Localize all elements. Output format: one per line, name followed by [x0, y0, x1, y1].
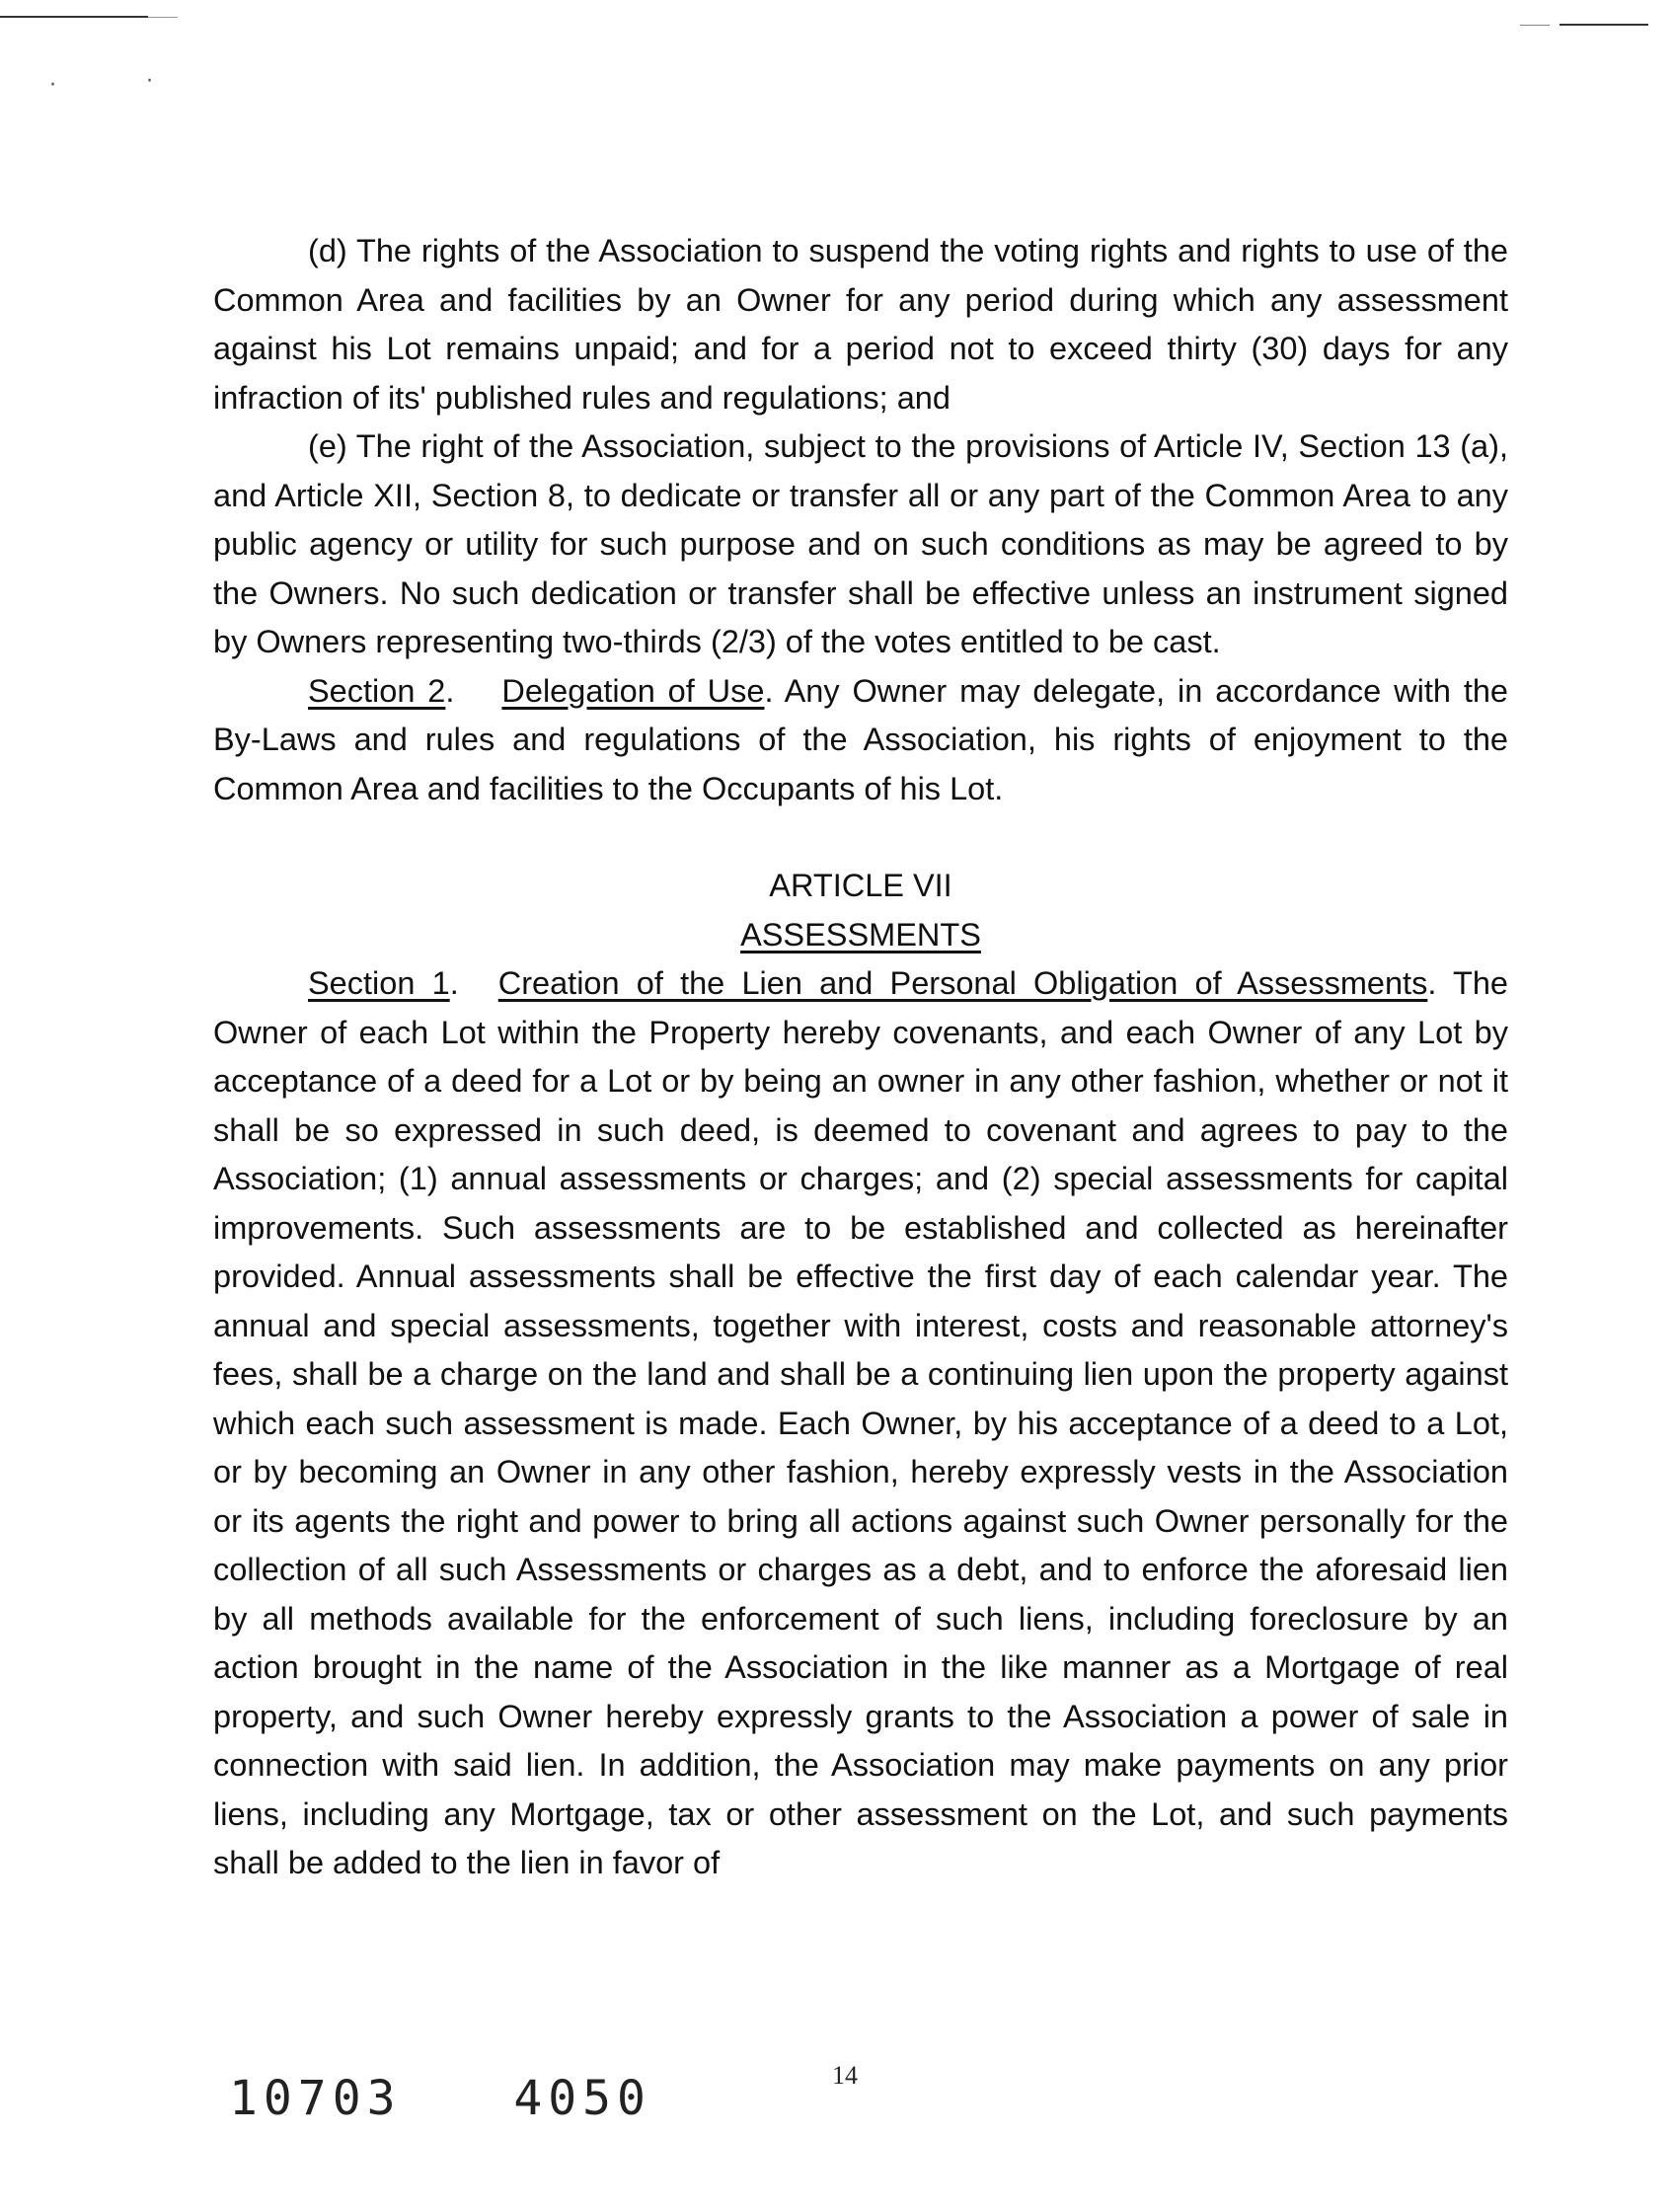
book-page-number: 4050 [513, 2071, 651, 2126]
recording-stamp [229, 2071, 651, 2126]
paragraph-d: (d) The rights of the Association to suspend the voting rights and rights to use of the Common Area and facilities by an Owner for any period during which any assessment against his Lot remains unpaid; and for a period not to exceed thirty (30) days for any infraction of its' published rules and regulations; and [213, 233, 1508, 416]
scan-edge-line-right [1560, 24, 1648, 26]
scan-speck: · [49, 73, 56, 98]
section-1-paragraph: Section 1. Creation of the Lien and Personal Obligation of Assessments. The Owner of each Lot within the Property hereby covenants, and each Owner of any Lot by acceptance of a deed for a Lot or by being an owner in any other fashion, whether or not it shall be so expressed in such deed, is deemed to covenant and agrees to pay to the Association; (1) annual assessments or charges; and (2) special assessments for capital improvements. Such assessments are to be established and collected as hereinafter provided. Annual assessments shall be effective the first day of each calendar year. The annual and special assessments, together with interest, costs and reasonable attorney's fees, shall be a charge on the land and shall be a continuing lien upon the property against which each such assessment is made. Each Owner, by his acceptance of a deed to a Lot, or by becoming an Owner in any other fashion, hereby expressly vests in the Association or its agents the right and power to bring all actions against such Owner personally for the collection of all such Assessments or charges as a debt, and to enforce the aforesaid lien by all methods available for the enforcement of such liens, including foreclosure by an action brought in the name of the Association in the like manner as a Mortgage of real property, and such Owner hereby expressly grants to the Association a power of sale in connection with said lien. In addition, the Association may make payments on any prior liens, including any Mortgage, tax or other assessment on the Lot, and such payments shall be added to the lien in favor of [213, 965, 1508, 1880]
document-body [213, 227, 1508, 1888]
scan-edge-line-left [0, 16, 148, 18]
section-1-body: The Owner of each Lot within the Property hereby covenants, and each Owner of any Lot by acceptance of a deed for a Lot or by being an owner in any other fashion, whether or not it shall be so expressed in such deed, is deemed to covenant and agrees to pay to the Association; (1) annual assessments or charges; and (2) special assessments for capital improvements. Such assessments are to be established and collected as hereinafter provided. Annual assessments shall be effective the first day of each calendar year. The annual and special assessments, together with interest, costs and reasonable attorney's fees, shall be a charge on the land and shall be a continuing lien upon the property against which each such assessment is made. Each Owner, by his acceptance of a deed to a Lot, or by becoming an Owner in any other fashion, hereby expressly vests in the Association or its agents the right and power to bring all actions against such Owner personally for the collection of all such Assessments or charges as a debt, and to enforce the aforesaid lien by all methods available for the enforcement of such liens, including foreclosure by an action brought in the name of the Association in the like manner as a Mortgage of real property, and such Owner hereby expressly grants to the Association a power of sale in connection with said lien. In addition, the Association may make payments on any prior liens, including any Mortgage, tax or other assessment on the Lot, and such payments shall be added to the lien in favor of [213, 965, 1508, 1880]
paragraph-e: (e) The right of the Association, subject to the provisions of Article IV, Section 13 (a), and Article XII, Section 8, to dedicate or transfer all or any part of the Common Area to any public agency or utility for such purpose and on such conditions as may be agreed to by the Owners. No such dedication or transfer shall be effective unless an instrument signed by Owners representing two-thirds (2/3) of the votes entitled to be cast. [213, 428, 1508, 659]
page-number: 14 [832, 2061, 858, 2090]
article-title: ASSESSMENTS [740, 916, 981, 953]
section-2-body: Any Owner may delegate, in accordance with the By-Laws and rules and regulations of the Association, his rights of enjoyment to the Common Area and facilities to the Occupants of his Lot. [213, 672, 1508, 806]
book-number: 10703 [229, 2071, 402, 2126]
section-1-label: Section 1 [308, 965, 450, 1001]
article-title-line [213, 911, 1508, 960]
scan-edge-line-left-faint [148, 17, 178, 18]
scan-speck: · [146, 69, 153, 94]
section-2-label: Section 2 [308, 672, 446, 709]
section-2-title: Delegation of Use [501, 672, 765, 709]
spacer [213, 813, 1508, 862]
section-2-paragraph: Section 2. Delegation of Use. Any Owner may delegate, in accordance with the By-Laws and rules and regulations of the Association, his rights of enjoyment to the Common Area and facilities to the Occupants of his Lot. [213, 672, 1508, 806]
article-number: ARTICLE VII [769, 868, 952, 903]
section-1-title: Creation of the Lien and Personal Obligation of Assessments [497, 965, 1428, 1001]
scan-edge-line-right-faint [1520, 25, 1550, 26]
